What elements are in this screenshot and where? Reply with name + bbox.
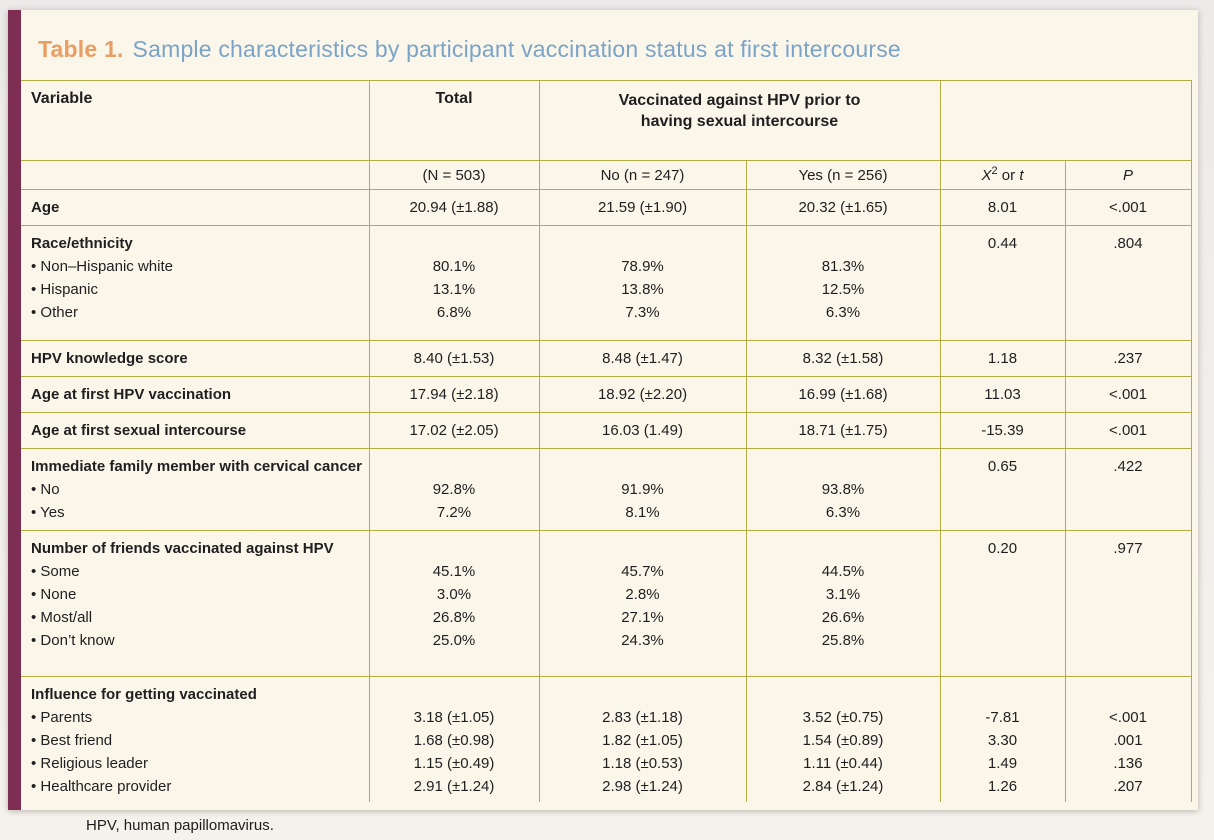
stat-sup: 2 [991,164,998,177]
value: .136 [1113,755,1143,772]
variable-cell [21,531,369,677]
value: 8.40 (±1.53) [413,350,495,367]
value: 2.98 (±1.24) [602,778,683,795]
value: 91.9% [621,481,664,498]
value: 20.94 (±1.88) [409,199,499,216]
value: 92.8% [432,481,476,498]
variable-cell [21,677,369,803]
table-row [21,449,1191,531]
p-cell [1065,677,1191,803]
value: 18.92 (±2.20) [597,386,688,403]
total-cell [369,677,539,803]
value: 20.32 (±1.65) [798,199,888,216]
value: 2.83 (±1.18) [602,709,683,726]
no-cell [539,413,746,449]
spacer [371,455,538,478]
yes-cell [746,449,940,531]
total-cell [369,226,539,341]
subheader-p [1065,161,1191,190]
subheader-no-n: No (n = 247) [539,161,746,190]
value: 80.1% [432,258,476,275]
table-row [21,190,1191,226]
value: 44.5% [821,563,865,580]
variable-cell [21,226,369,341]
value: 8.48 (±1.47) [602,350,683,367]
stat-cell [940,341,1065,377]
value: 3.18 (±1.05) [413,709,495,726]
value: 0.44 [987,235,1018,252]
accent-bar [8,10,21,810]
value: 3.0% [436,586,472,603]
value: 8.1% [625,504,660,521]
no-cell [539,190,746,226]
value: 17.94 (±2.18) [409,386,499,403]
row-label: Number of friends vaccinated against HPV [31,540,334,557]
stat-t: t [1019,166,1024,184]
value: 1.49 [987,755,1018,772]
no-cell [539,377,746,413]
spacer [942,683,1064,706]
value: 0.20 [987,540,1018,557]
yes-cell [746,190,940,226]
value: .207 [1113,778,1143,795]
stat-x: X [981,166,992,184]
table-row [21,677,1191,803]
stat-or: or [997,166,1020,184]
bullet-item: • Religious leader [31,752,368,775]
value: 45.7% [621,563,664,580]
header-blank [940,81,1191,161]
value: .001 [1113,732,1143,749]
spacer [541,683,745,706]
stat-cell [940,449,1065,531]
total-cell [369,449,539,531]
value: 3.52 (±0.75) [802,709,884,726]
value: 45.1% [432,563,476,580]
value: <.001 [1109,422,1147,439]
bullet-item: • Other [31,301,368,324]
table-row [21,341,1191,377]
bullet-item: • Non–Hispanic white [31,255,368,278]
value: 25.0% [432,632,476,649]
value: 3.1% [825,586,861,603]
value: 78.9% [621,258,664,275]
value: 1.15 (±0.49) [413,755,495,772]
table-header [21,81,1191,190]
total-cell [369,377,539,413]
value: 6.3% [825,304,861,321]
header-vaccinated-text: Vaccinated against HPV prior to having sexual intercourse [618,92,861,130]
no-cell [539,677,746,803]
spacer [541,537,745,560]
spacer [748,683,939,706]
bullet-item: • Healthcare provider [31,775,368,798]
spacer [748,537,939,560]
spacer [1067,683,1190,706]
value: 17.02 (±2.05) [409,422,499,439]
value: 16.03 (1.49) [602,422,683,439]
spacer [541,232,745,255]
value: -15.39 [981,422,1024,439]
value: <.001 [1109,199,1147,216]
p-cell [1065,449,1191,531]
table-card [8,10,1198,810]
subheader-yes-n: Yes (n = 256) [746,161,940,190]
table-row [21,413,1191,449]
value: 21.59 (±1.90) [597,199,688,216]
value: 6.3% [825,504,861,521]
table-caption: Sample characteristics by participant vaccination status at first intercourse [132,36,901,62]
characteristics-table [21,80,1192,802]
spacer [371,683,538,706]
value: 2.8% [625,586,660,603]
total-cell [369,341,539,377]
variable-cell [21,449,369,531]
header-vaccinated-group [539,81,940,161]
table-body [21,190,1191,803]
value: 7.3% [625,304,660,321]
variable-cell [21,341,369,377]
p-cell [1065,413,1191,449]
p-cell [1065,377,1191,413]
bullet-item: • Parents [31,706,368,729]
variable-cell [21,377,369,413]
spacer [748,455,939,478]
yes-cell [746,413,940,449]
value: 2.84 (±1.24) [802,778,884,795]
total-cell [369,190,539,226]
bullet-item: • Most/all [31,606,368,629]
table-row [21,531,1191,677]
stat-cell [940,377,1065,413]
row-label: Age at first sexual intercourse [31,422,247,439]
subheader-total-n: (N = 503) [369,161,539,190]
value: .804 [1113,235,1143,252]
stat-cell [940,531,1065,677]
header-variable: Variable [21,81,369,161]
header-total: Total [369,81,539,161]
value: 26.8% [432,609,476,626]
row-label: Age [31,199,60,216]
value: 8.01 [987,199,1018,216]
value: .422 [1113,458,1143,475]
value: 25.8% [821,632,865,649]
header-row-1 [21,81,1191,161]
value: 93.8% [821,481,865,498]
yes-cell [746,531,940,677]
subheader-statistic [940,161,1065,190]
value: 1.18 [987,350,1018,367]
bullet-item: • Yes [31,501,368,524]
value: <.001 [1109,386,1147,403]
no-cell [539,341,746,377]
bullet-item: • Some [31,560,368,583]
table-row [21,226,1191,341]
table-row [21,377,1191,413]
value: 1.11 (±0.44) [803,755,883,772]
value: 18.71 (±1.75) [798,422,888,439]
bullet-item: • No [31,478,368,501]
value: 1.54 (±0.89) [802,732,884,749]
total-cell [369,413,539,449]
row-label: Race/ethnicity [31,235,133,252]
no-cell [539,449,746,531]
table-title [38,34,1198,64]
value: 24.3% [621,632,664,649]
row-label: Immediate family member with cervical cancer [31,458,362,475]
total-cell [369,531,539,677]
value: 0.65 [987,458,1018,475]
value: -7.81 [985,709,1020,726]
spacer [371,232,538,255]
bullet-item: • Best friend [31,729,368,752]
value: 11.03 [984,386,1021,403]
yes-cell [746,377,940,413]
subheader-variable-empty [21,161,369,190]
value: 27.1% [621,609,664,626]
stat-cell [940,226,1065,341]
value: 8.32 (±1.58) [802,350,884,367]
row-label: Influence for getting vaccinated [31,686,257,703]
spacer [748,232,939,255]
row-label: HPV knowledge score [31,350,188,367]
yes-cell [746,677,940,803]
yes-cell [746,341,940,377]
value: 2.91 (±1.24) [413,778,495,795]
bullet-item: • Hispanic [31,278,368,301]
stat-cell [940,413,1065,449]
p-cell [1065,190,1191,226]
variable-cell [21,413,369,449]
spacer [371,537,538,560]
value: 12.5% [821,281,865,298]
p-cell [1065,226,1191,341]
value: .977 [1113,540,1143,557]
value: 1.68 (±0.98) [413,732,495,749]
bullet-item: • Don’t know [31,629,368,652]
row-label: Age at first HPV vaccination [31,386,232,403]
spacer [541,455,745,478]
stat-cell [940,190,1065,226]
value: 7.2% [436,504,472,521]
no-cell [539,226,746,341]
value: 13.1% [432,281,476,298]
header-row-2 [21,161,1191,190]
value: 1.26 [987,778,1018,795]
value: 26.6% [821,609,865,626]
table-number-label: Table 1. [38,36,124,62]
variable-cell [21,190,369,226]
value: <.001 [1109,709,1147,726]
p-cell [1065,531,1191,677]
p-cell [1065,341,1191,377]
value: 1.82 (±1.05) [602,732,683,749]
p-label: P [1122,166,1133,184]
value: 6.8% [436,304,472,321]
value: 16.99 (±1.68) [798,386,888,403]
value: 1.18 (±0.53) [602,755,683,772]
bullet-item: • None [31,583,368,606]
stat-cell [940,677,1065,803]
value: 13.8% [621,281,664,298]
yes-cell [746,226,940,341]
footnote-abbreviation: HPV, human papillomavirus. [86,817,274,834]
value: 81.3% [821,258,865,275]
value: 3.30 [987,732,1018,749]
no-cell [539,531,746,677]
value: .237 [1113,350,1143,367]
